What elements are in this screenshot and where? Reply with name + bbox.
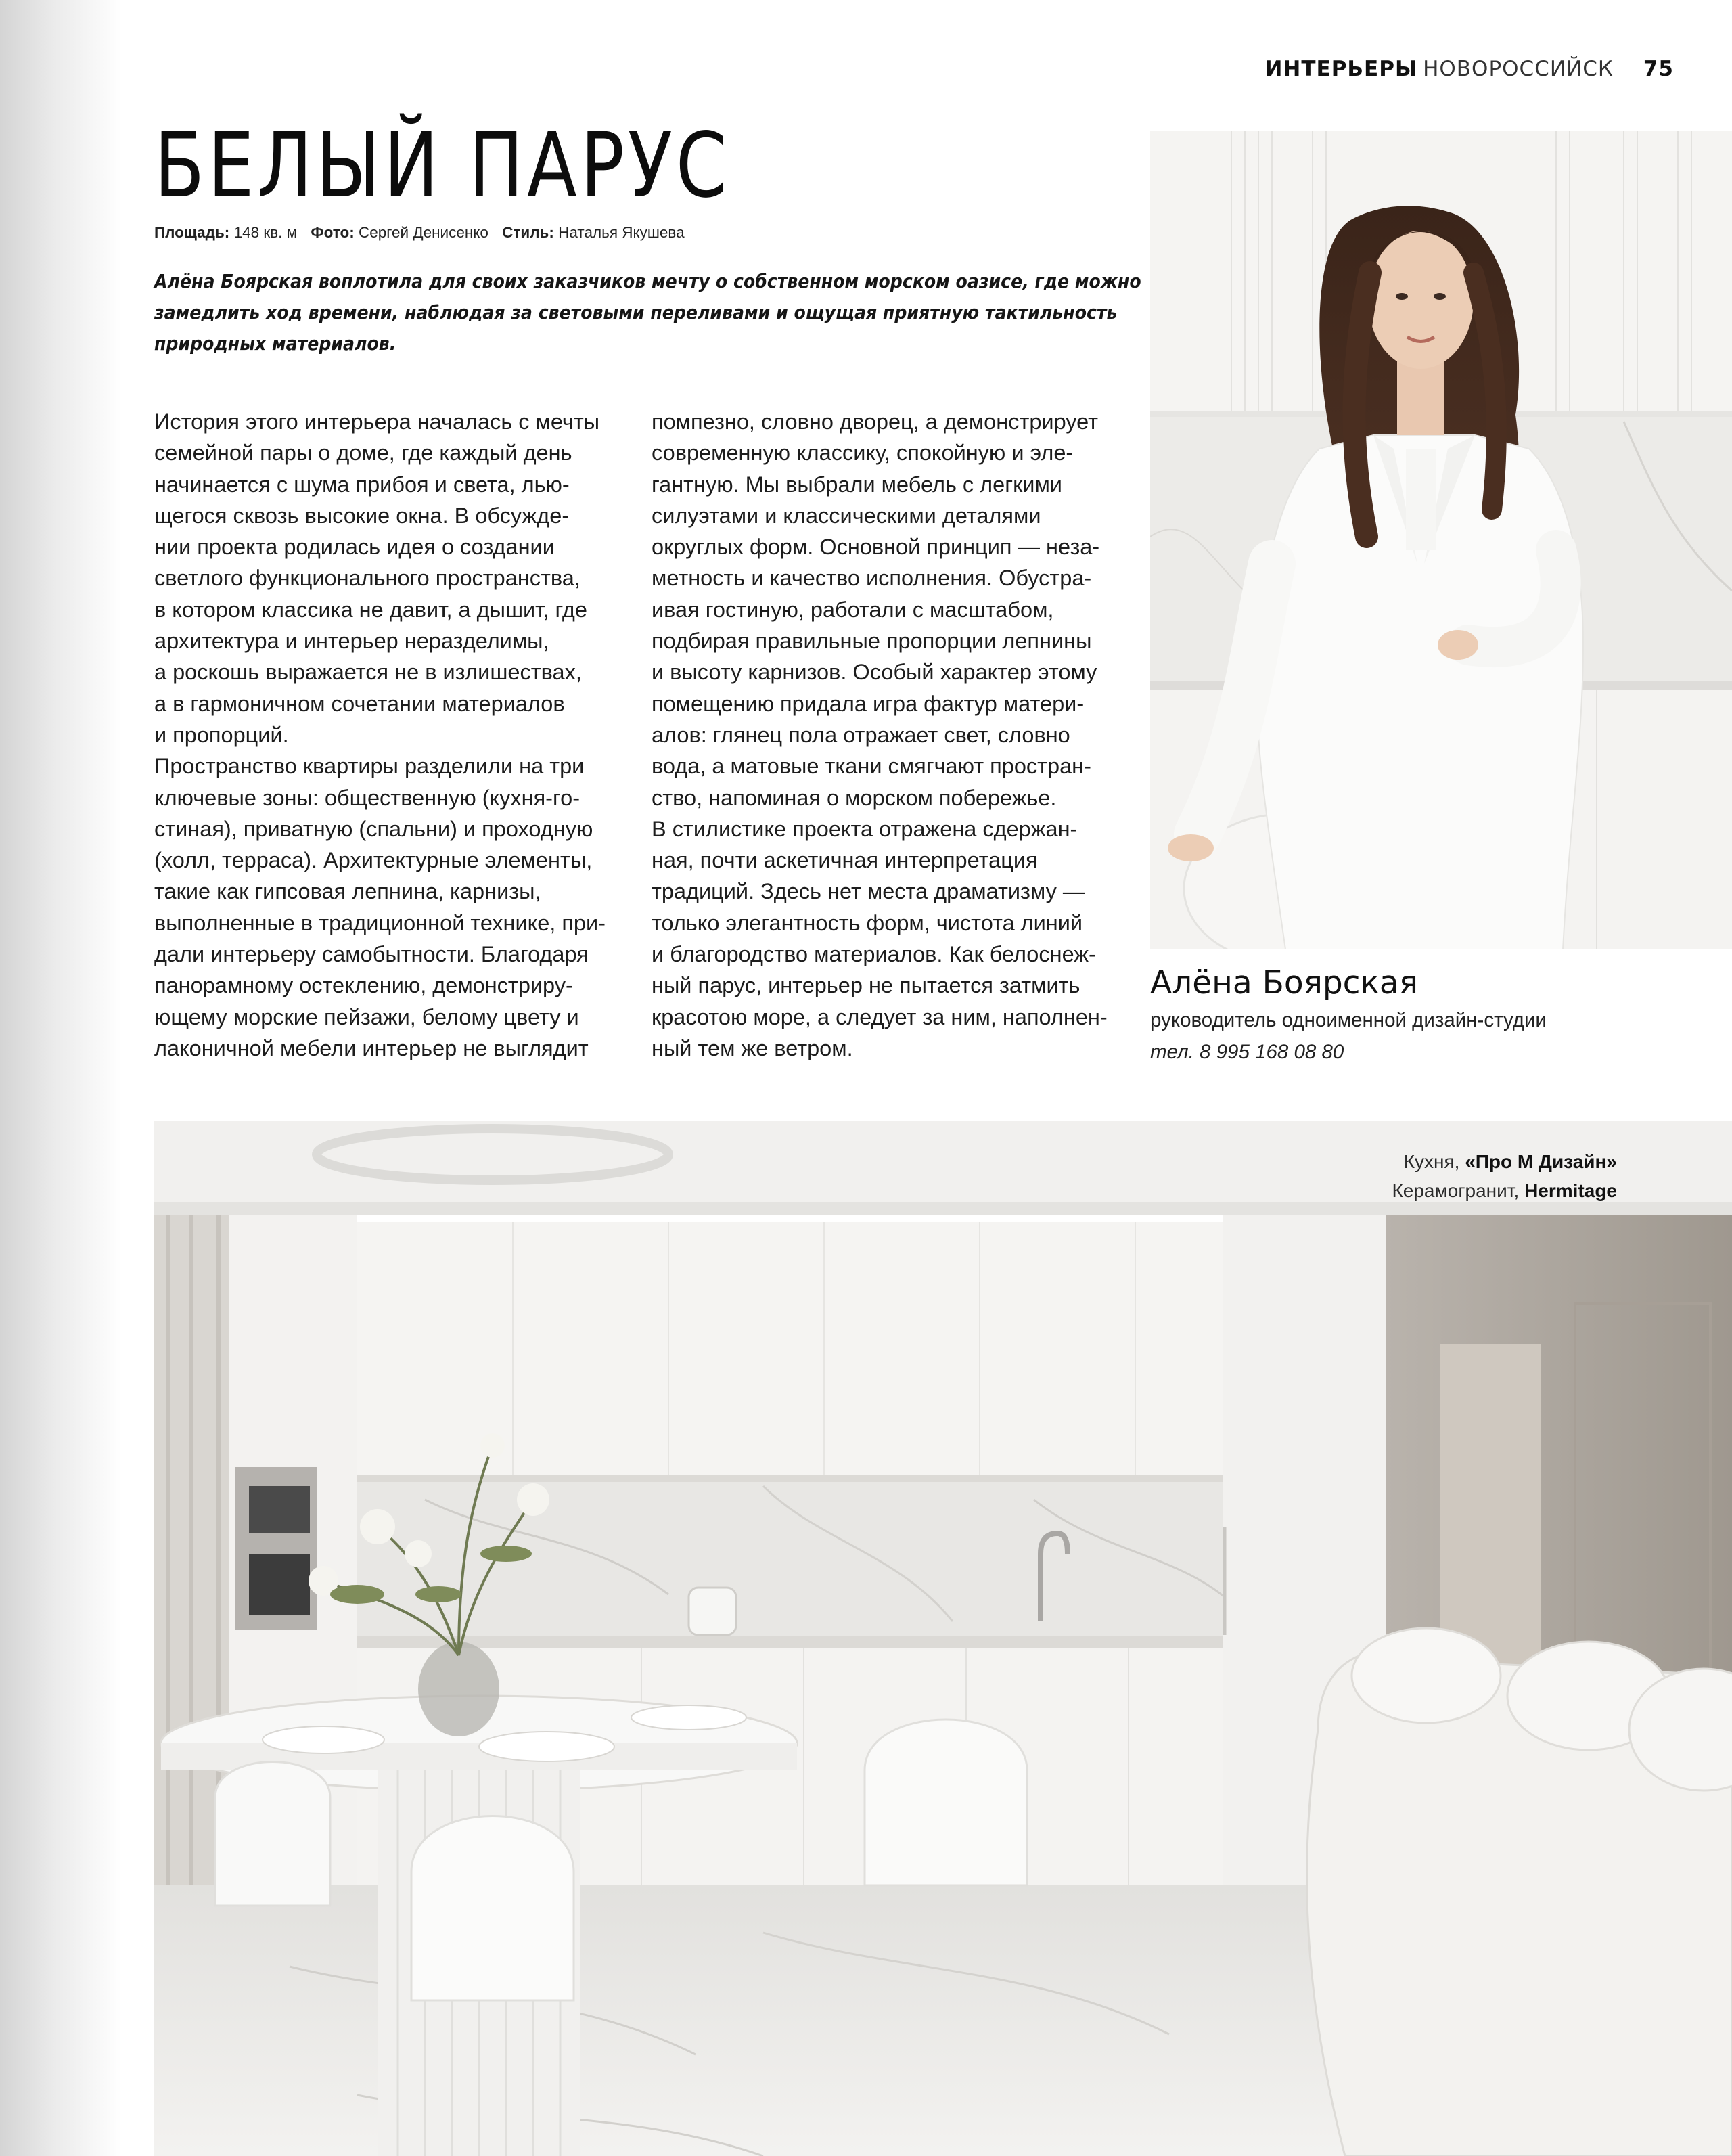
lead-line: Алёна Боярская воплотила для своих заказчиков мечту о собственном морском оазисе, где можно: [154, 270, 1141, 292]
area-value: 148 кв. м: [233, 224, 298, 241]
body-line: помпезно, словно дворец, а демонстрирует: [652, 409, 1099, 434]
area-label: Площадь:: [154, 224, 230, 241]
caption-line-tiles: [1392, 1176, 1617, 1205]
body-line: только элегантность форм, чистота линий: [652, 910, 1083, 935]
body-line: алов: глянец пола отражает свет, словно: [652, 722, 1070, 747]
body-line: и пропорций.: [154, 722, 289, 747]
photo-label: Фото:: [311, 224, 355, 241]
caption-line-kitchen: [1392, 1147, 1617, 1176]
kitchen-interior-photo: [154, 1121, 1732, 2156]
caption-kitchen-label: Кухня,: [1403, 1151, 1460, 1172]
designer-role: руководитель одноименной дизайн-студии: [1150, 1009, 1547, 1031]
body-line: лаконичной мебели интерьер не выглядит: [154, 1035, 589, 1060]
photo-value: Сергей Денисенко: [359, 224, 488, 241]
body-line: ключевые зоны: общественную (кухня-го-: [154, 785, 580, 810]
body-line: такие как гипсовая лепнина, карнизы,: [154, 879, 541, 904]
body-line: а в гармоничном сочетании материалов: [154, 691, 565, 716]
body-column-1: [154, 406, 606, 1064]
body-line: светлого функционального пространства,: [154, 566, 580, 591]
body-line: Пространство квартиры разделили на три: [154, 754, 585, 779]
section-label: [1264, 57, 1613, 81]
designer-name: Алёна Боярская: [1150, 964, 1418, 1002]
body-line: дали интерьеру самобытности. Благодаря: [154, 942, 589, 967]
body-line: щегося сквозь высокие окна. В обсужде-: [154, 503, 570, 528]
running-header: [1264, 57, 1674, 81]
body-line: в котором классика не давит, а дышит, где: [154, 597, 587, 622]
body-line: подбирая правильные пропорции лепнины: [652, 629, 1092, 654]
article-credits: [154, 224, 685, 242]
body-line: нии проекта родилась идея о создании: [154, 535, 555, 560]
body-line: архитектура и интерьер неразделимы,: [154, 629, 549, 654]
article-title: БЕЛЫЙ ПАРУС: [154, 114, 731, 218]
body-line: ный тем же ветром.: [652, 1035, 853, 1060]
caption-tiles-brand: Hermitage: [1524, 1180, 1617, 1201]
page-gutter-shadow: [0, 0, 122, 2156]
body-line: выполненные в традиционной технике, при-: [154, 910, 606, 935]
page-number: 75: [1643, 57, 1674, 81]
body-line: стиная), приватную (спальни) и проходную: [154, 816, 593, 841]
body-line: ный парус, интерьер не пытается затмить: [652, 973, 1080, 998]
body-line: семейной пары о доме, где каждый день: [154, 441, 572, 466]
body-line: современную классику, спокойную и эле-: [652, 441, 1074, 466]
designer-phone: тел. 8 995 168 08 80: [1150, 1041, 1344, 1063]
body-line: помещению придала игра фактур матери-: [652, 691, 1085, 716]
lead-line: природных материалов.: [154, 332, 396, 355]
section-name: ИНТЕРЬЕРЫ: [1264, 57, 1418, 81]
body-line: ная, почти аскетичная интерпретация: [652, 848, 1038, 873]
article-lead: [154, 266, 1141, 359]
section-city: НОВОРОССИЙСК: [1423, 57, 1614, 81]
body-line: В стилистике проекта отражена сдержан-: [652, 816, 1078, 841]
body-line: ство, напоминая о морском побережье.: [652, 785, 1057, 810]
body-line: начинается с шума прибоя и света, лью-: [154, 472, 570, 497]
style-value: Наталья Якушева: [558, 224, 685, 241]
body-line: а роскошь выражается не в излишествах,: [154, 660, 582, 685]
designer-portrait-photo: [1150, 131, 1732, 949]
body-line: (холл, терраса). Архитектурные элементы,: [154, 848, 593, 873]
body-line: округлых форм. Основной принцип — неза-: [652, 535, 1100, 560]
body-line: силуэтами и классическими деталями: [652, 503, 1041, 528]
body-line: традиций. Здесь нет места драматизму —: [652, 879, 1085, 904]
caption-tiles-label: Керамогранит,: [1392, 1180, 1520, 1201]
body-line: ивая гостиную, работали с масштабом,: [652, 597, 1054, 622]
body-line: гантную. Мы выбрали мебель с легкими: [652, 472, 1062, 497]
body-line: метность и качество исполнения. Обустра-: [652, 566, 1092, 591]
body-line: ющему морские пейзажи, белому цвету и: [154, 1004, 579, 1029]
lead-line: замедлить ход времени, наблюдая за световыми переливами и ощущая приятную тактильность: [154, 301, 1118, 323]
body-line: вода, а матовые ткани смягчают простран-: [652, 754, 1091, 779]
kitchen-photo-caption: [1392, 1147, 1617, 1205]
body-line: История этого интерьера началась с мечты: [154, 409, 600, 434]
body-line: и высоту карнизов. Особый характер этому: [652, 660, 1097, 685]
body-line: панорамному остеклению, демонстриру-: [154, 973, 573, 998]
body-column-2: [652, 406, 1108, 1064]
body-line: и благородство материалов. Как белоснеж-: [652, 942, 1096, 967]
caption-kitchen-brand: «Про М Дизайн»: [1465, 1151, 1617, 1172]
style-label: Стиль:: [502, 224, 554, 241]
body-line: красотою море, а следует за ним, наполнен-: [652, 1004, 1108, 1029]
